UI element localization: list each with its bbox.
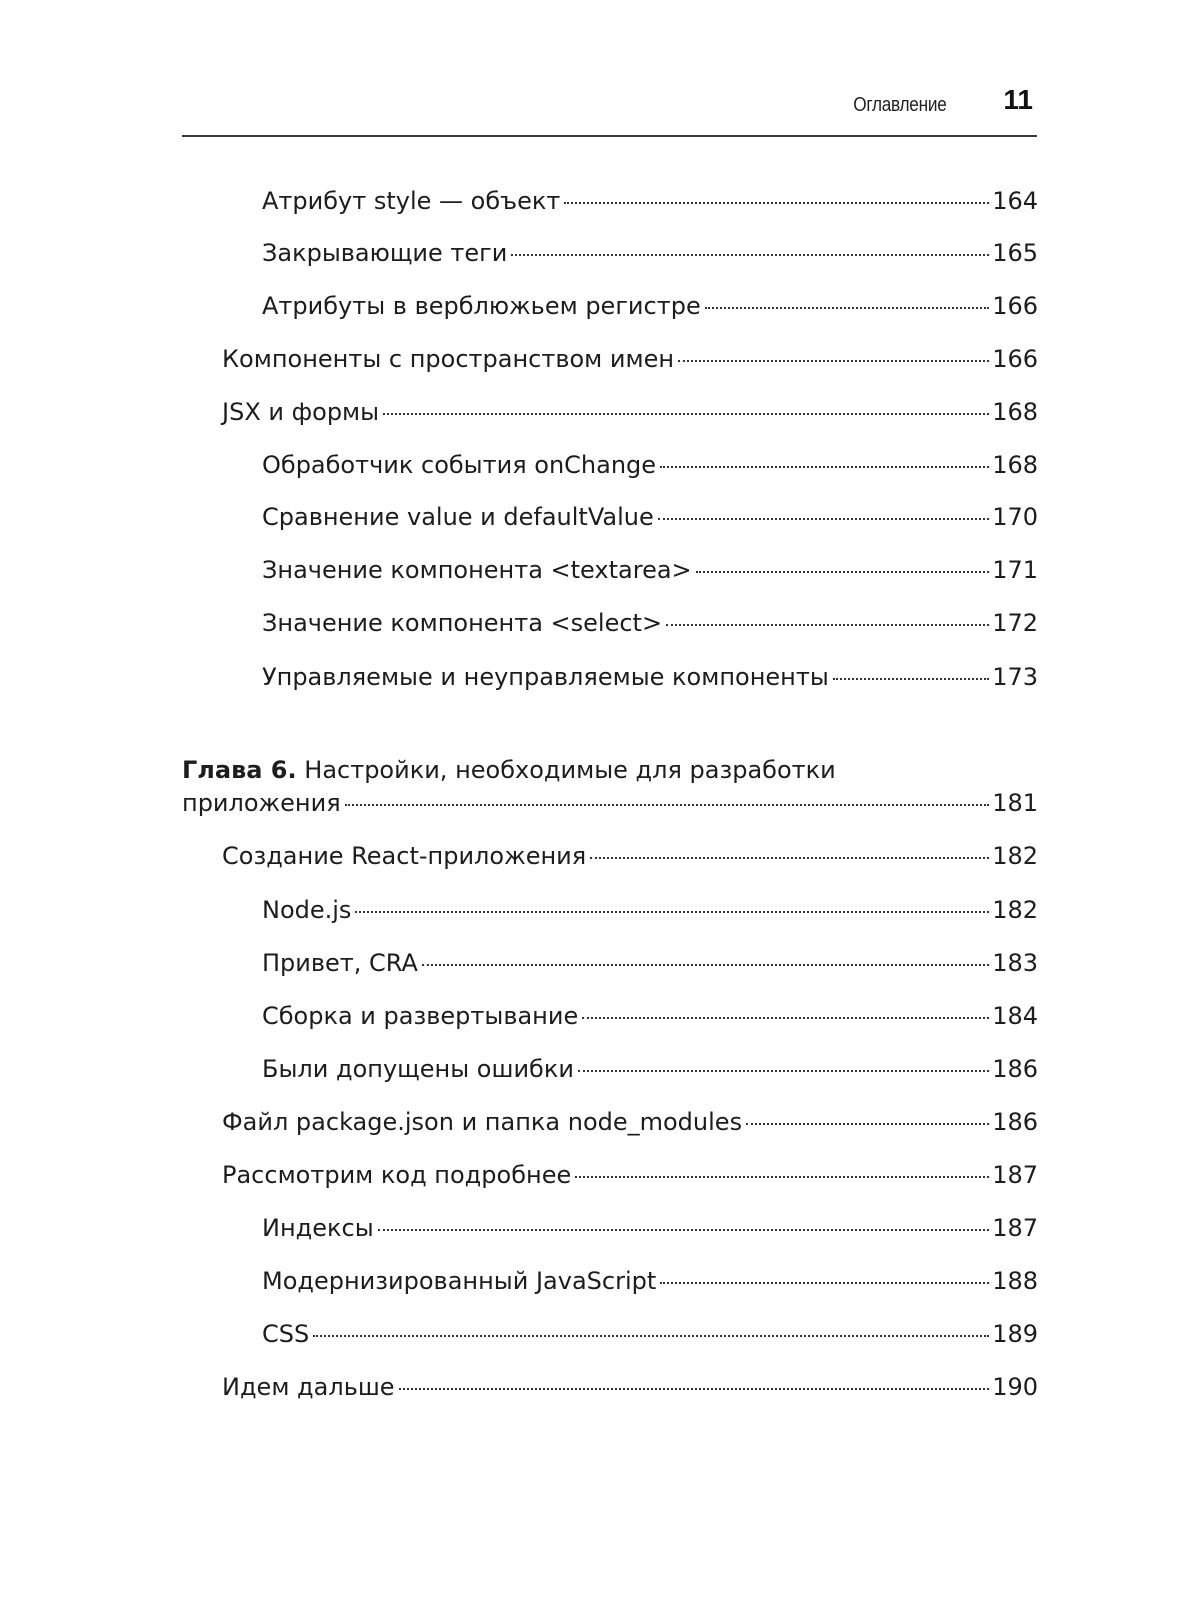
toc-entry[interactable] bbox=[222, 841, 1038, 871]
toc-entry[interactable] bbox=[222, 1372, 1038, 1402]
toc-entry[interactable] bbox=[222, 1160, 1038, 1190]
toc-entry-page: 189 bbox=[992, 1320, 1038, 1348]
toc-entry-title: Рассмотрим код подробнее bbox=[222, 1161, 572, 1189]
toc-entry-page: 173 bbox=[992, 663, 1038, 691]
toc-entry-page: 183 bbox=[992, 949, 1038, 977]
toc-entry[interactable] bbox=[262, 186, 1038, 216]
toc-entry[interactable] bbox=[262, 291, 1038, 321]
toc-entry[interactable] bbox=[262, 502, 1038, 532]
dot-leader bbox=[378, 1228, 990, 1231]
running-header-page-number: 11 bbox=[1003, 84, 1033, 115]
dot-leader bbox=[590, 856, 989, 859]
toc-entry[interactable] bbox=[262, 1054, 1038, 1084]
dot-leader bbox=[313, 1334, 989, 1337]
dot-leader bbox=[511, 253, 989, 256]
dot-leader bbox=[660, 1281, 989, 1284]
dot-leader bbox=[660, 465, 989, 468]
running-header bbox=[182, 80, 1037, 137]
toc-entry[interactable] bbox=[222, 1107, 1038, 1137]
chapter-title-line1: Настройки, необходимые для разработки bbox=[304, 756, 836, 784]
toc-entry[interactable] bbox=[222, 344, 1038, 374]
toc-entry-page: 170 bbox=[992, 503, 1038, 531]
toc-entry[interactable] bbox=[262, 1213, 1038, 1243]
toc-entry-page: 164 bbox=[992, 187, 1038, 215]
toc-entry-page: 187 bbox=[992, 1214, 1038, 1242]
toc-entry-page: 166 bbox=[992, 345, 1038, 373]
dot-leader bbox=[696, 570, 990, 573]
dot-leader bbox=[658, 517, 989, 520]
toc-entry-title: Были допущены ошибки bbox=[262, 1055, 574, 1083]
toc-entry[interactable] bbox=[262, 662, 1038, 692]
chapter-label: Глава 6. bbox=[182, 756, 297, 784]
toc-entry-page: 165 bbox=[992, 239, 1038, 267]
toc-entry-title: Идем дальше bbox=[222, 1373, 395, 1401]
toc-entry-title: Модернизированный JavaScript bbox=[262, 1267, 657, 1295]
toc-entry-page: 184 bbox=[992, 1002, 1038, 1030]
toc-entry[interactable] bbox=[262, 948, 1038, 978]
toc-entry-title: Атрибуты в верблюжьем регистре bbox=[262, 292, 701, 320]
toc-entry-title: Привет, CRA bbox=[262, 949, 418, 977]
toc-entry-title: Значение компонента <select> bbox=[262, 609, 663, 637]
toc-entry-title: Компоненты с пространством имен bbox=[222, 345, 675, 373]
dot-leader bbox=[705, 306, 989, 309]
toc-entry-page: 186 bbox=[992, 1055, 1038, 1083]
toc-entry-page: 168 bbox=[992, 398, 1038, 426]
dot-leader bbox=[575, 1175, 989, 1178]
toc-entry-page: 186 bbox=[992, 1108, 1038, 1136]
toc-entry-title: Сравнение value и defaultValue bbox=[262, 503, 654, 531]
dot-leader bbox=[582, 1016, 989, 1019]
dot-leader bbox=[578, 1069, 989, 1072]
toc-entry[interactable] bbox=[262, 1266, 1038, 1296]
chapter-title-line2: приложения bbox=[182, 789, 341, 817]
dot-leader bbox=[678, 359, 989, 362]
dot-leader bbox=[422, 963, 989, 966]
toc-entry[interactable] bbox=[262, 608, 1038, 638]
dot-leader bbox=[383, 412, 989, 415]
toc-entry-page: 187 bbox=[992, 1161, 1038, 1189]
toc-entry-title: Файл package.json и папка node_modules bbox=[222, 1108, 743, 1136]
dot-leader bbox=[666, 623, 989, 626]
toc-entry-title: Управляемые и неуправляемые компоненты bbox=[262, 663, 829, 691]
dot-leader bbox=[399, 1387, 990, 1390]
toc-entry-page: 171 bbox=[992, 556, 1038, 584]
toc-entry-title: CSS bbox=[262, 1320, 310, 1348]
toc-entry-title: Сборка и развертывание bbox=[262, 1002, 579, 1030]
toc-entry-page: 172 bbox=[992, 609, 1038, 637]
toc-entry[interactable] bbox=[262, 238, 1038, 268]
toc-entry-page: 182 bbox=[992, 896, 1038, 924]
toc-entry-page: 188 bbox=[992, 1267, 1038, 1295]
dot-leader bbox=[746, 1122, 989, 1125]
toc-entry-title: Индексы bbox=[262, 1214, 374, 1242]
toc-entry-title: Значение компонента <textarea> bbox=[262, 556, 692, 584]
toc-entry-title: Обработчик события onChange bbox=[262, 451, 657, 479]
toc-entry-title: Закрывающие теги bbox=[262, 239, 508, 267]
toc-entry[interactable] bbox=[262, 1319, 1038, 1349]
toc-entry-page: 182 bbox=[992, 842, 1038, 870]
chapter-heading[interactable] bbox=[182, 755, 836, 785]
toc-entry-page: 190 bbox=[992, 1373, 1038, 1401]
toc-entry-title: JSX и формы bbox=[222, 398, 380, 426]
toc-entry-title: Создание React-приложения bbox=[222, 842, 587, 870]
chapter-heading-continued[interactable] bbox=[182, 788, 1038, 818]
toc-entry[interactable] bbox=[262, 1001, 1038, 1031]
dot-leader bbox=[833, 677, 989, 680]
toc-entry-title: Node.js bbox=[262, 896, 352, 924]
toc-entry[interactable] bbox=[262, 895, 1038, 925]
dot-leader bbox=[564, 201, 989, 204]
toc-entry-title: Атрибут style — объект bbox=[262, 187, 561, 215]
toc-entry-page: 166 bbox=[992, 292, 1038, 320]
chapter-page: 181 bbox=[992, 789, 1038, 817]
toc-entry-page: 168 bbox=[992, 451, 1038, 479]
running-header-section: Оглавление bbox=[853, 94, 947, 116]
toc-entry[interactable] bbox=[222, 397, 1038, 427]
toc-entry[interactable] bbox=[262, 555, 1038, 585]
dot-leader bbox=[355, 910, 989, 913]
toc-entry[interactable] bbox=[262, 450, 1038, 480]
dot-leader bbox=[345, 803, 990, 806]
